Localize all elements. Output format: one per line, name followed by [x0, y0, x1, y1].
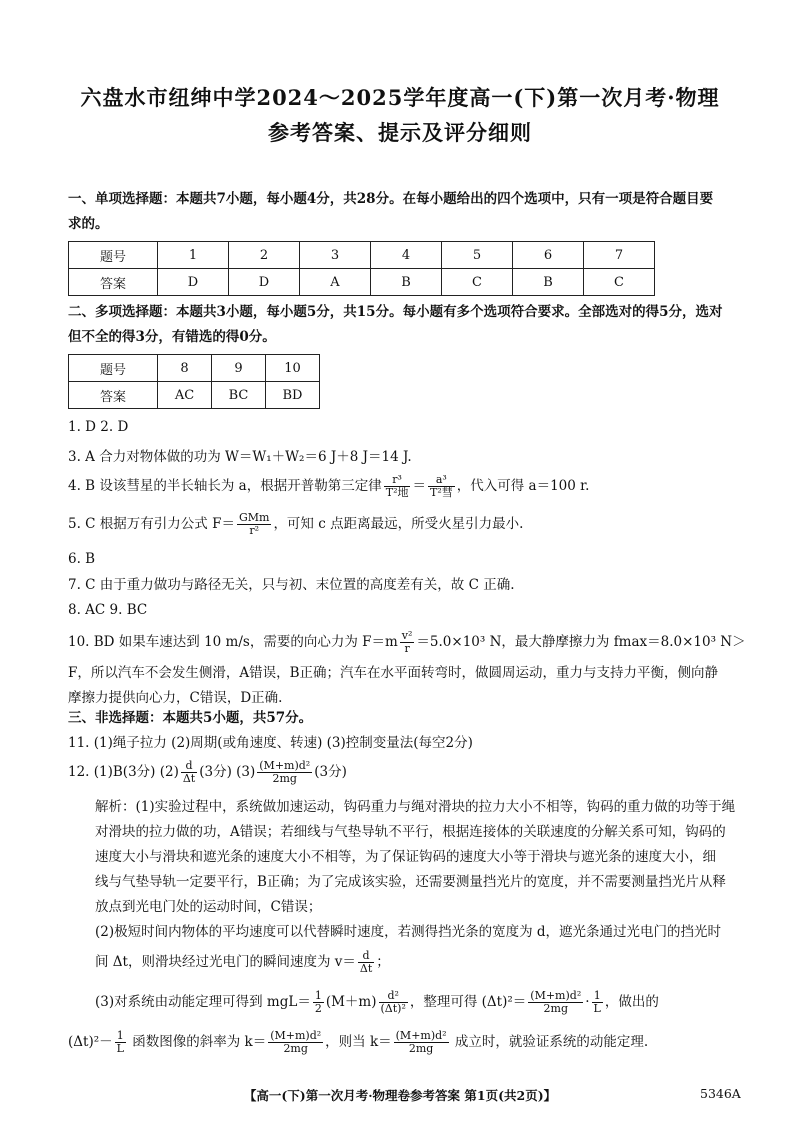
- analysis-line: 解析：(1)实验过程中，系统做加速运动，钩码重力与绳对滑块的拉力大小不相等，钩码的重力做的功等于绳: [95, 799, 736, 815]
- analysis-line: 对滑块的拉力做的功，A错误；若细线与气垫导轨不平行，根据连接体的关联速度的分解关系可知，钩码的: [95, 824, 726, 840]
- analysis-line: (2)极短时间内物体的平均速度可以代替瞬时速度，若测得挡光条的宽度为 d，遮光条通过光电门的挡光时: [95, 924, 722, 940]
- fraction: $\frac{1}{2}$: [314, 989, 322, 1015]
- page-title: 六盘水市纽绅中学2024～2025学年度高一(下)第一次月考·物理: [80, 85, 720, 110]
- section2-heading: [68, 300, 738, 350]
- answer-cell: B: [513, 269, 584, 296]
- row-label: 题号: [69, 242, 158, 269]
- page-footer: 【高一(下)第一次月考·物理卷参考答案 第1页(共2页)】: [243, 1088, 557, 1103]
- answer-cell: A: [300, 269, 371, 296]
- analysis-line: 线与气垫导轨一定要平行，B正确；为了完成该实验，还需要测量挡光片的宽度，并不需要测量挡光片从释: [95, 874, 726, 890]
- section1-heading: [68, 187, 738, 237]
- question-number: 9: [212, 355, 266, 382]
- answer-cell: BC: [212, 382, 266, 409]
- answer-cell: C: [442, 269, 513, 296]
- answer-line-10: 10. BD 如果车速达到 10 m/s，需要的向心力为 F＝m $\frac{\text{v²}}{r}$ ＝5.0×10³ N，最大静摩擦力为 fmax＝8.0×10³ N＞: [68, 629, 746, 655]
- multi-choice-table: [68, 354, 320, 409]
- section1-heading-line1: 一、单项选择题：本题共7小题，每小题4分，共28分。在每小题给出的四个选项中，只有一项是符合题目要: [68, 191, 714, 207]
- question-number: 3: [300, 242, 371, 269]
- question-number: 2: [229, 242, 300, 269]
- question-number: 8: [158, 355, 212, 382]
- section2-heading-line1: 二、多项选择题：本题共3小题，每小题5分，共15分。每小题有多个选项符合要求。全部选对的得5分，选对: [68, 304, 723, 320]
- question-number: 6: [513, 242, 584, 269]
- analysis-line: (3)对系统由动能定理可得到 mgL＝ $\frac{1}{2}$ (M＋m) $\frac{\text{d²}}{\text{(Δt)²}}$ ，整理可得 (Δt)²＝ $\frac{\text{(M+m)d²}}{2mg}$ · $\frac{1}{L}$ ，做出的: [95, 989, 659, 1015]
- fraction: $\frac{\text{a³}}{\text{T²彗}}$: [429, 473, 453, 499]
- analysis-line: 放点到光电门处的运动时间，C错误；: [95, 899, 322, 915]
- section1-heading-line2: 求的。: [68, 216, 109, 232]
- table-row: [69, 269, 655, 296]
- row-label: 答案: [69, 269, 158, 296]
- answer-line-3: 3. A 合力对物体做的功为 W＝W₁＋W₂＝6 J＋8 J＝14 J.: [68, 449, 412, 465]
- fraction: $\frac{\text{GMm}}{\text{r²}}$: [238, 511, 270, 537]
- question-number: 1: [158, 242, 229, 269]
- fraction: $\frac{d}{\Delta t}$: [182, 759, 196, 785]
- row-label: 答案: [69, 382, 158, 409]
- question-number: 5: [442, 242, 513, 269]
- answer-line-7: 7. C 由于重力做功与路径无关，只与初、末位置的高度差有关，故 C 正确.: [68, 577, 515, 593]
- answer-line-4: 4. B 设该彗星的半长轴长为 a，根据开普勒第三定律 $\frac{\text{r³}}{\text{T²地}}$ ＝ $\frac{\text{a³}}{\text{T²彗}}$ ，代入可得 a＝100 r.: [68, 473, 590, 499]
- fraction: $\frac{\text{(M+m)d²}}{2mg}$: [530, 989, 582, 1015]
- page-subtitle: 参考答案、提示及评分细则: [268, 120, 532, 145]
- analysis-line: (Δt)²－ $\frac{1}{L}$ 函数图像的斜率为 k＝ $\frac{\text{(M+m)d²}}{2mg}$ ，则当 k＝ $\frac{\text{(M+m)d²}}{2mg}$ 成立时，就验证系统的动能定理.: [68, 1029, 649, 1055]
- answer-line-8-9: 8. AC 9. BC: [68, 602, 148, 618]
- answer-line-5: 5. C 根据万有引力公式 F＝ $\frac{\text{GMm}}{\text{r²}}$ ，可知 c 点距离最远，所受火星引力最小.: [68, 511, 524, 537]
- section3-heading: 三、非选择题：本题共5小题，共57分。: [68, 710, 313, 726]
- fraction: $\frac{1}{L}$: [116, 1029, 124, 1055]
- answer-cell: AC: [158, 382, 212, 409]
- fraction: $\frac{\text{(M+m)d²}}{2mg}$: [270, 1029, 322, 1055]
- answer-line-10-cont1: F，所以汽车不会发生侧滑，A错误，B正确；汽车在水平面转弯时，做圆周运动，重力与支持力平衡，侧向静: [68, 665, 719, 681]
- fraction: $\frac{\text{(M+m)d²}}{2mg}$: [395, 1029, 447, 1055]
- analysis-line: 间 Δt，则滑块经过光电门的瞬间速度为 v＝ $\frac{d}{\Delta t}$ ；: [95, 949, 390, 975]
- answer-cell: BD: [266, 382, 320, 409]
- answer-line-1-2: 1. D 2. D: [68, 419, 129, 435]
- fraction: $\frac{\text{d²}}{\text{(Δt)²}}$: [380, 989, 406, 1015]
- table-row: [69, 355, 320, 382]
- single-choice-table: [68, 241, 655, 296]
- question-number: 7: [584, 242, 655, 269]
- fraction: $\frac{d}{\Delta t}$: [359, 949, 373, 975]
- answer-cell: D: [229, 269, 300, 296]
- fraction: $\frac{1}{L}$: [593, 989, 601, 1015]
- section2-heading-line2: 但不全的得3分，有错选的得0分。: [68, 329, 276, 345]
- analysis-line: 速度大小与滑块和遮光条的速度大小不相等，为了保证钩码的速度大小等于滑块与遮光条的速度大小，细: [95, 849, 716, 865]
- answer-line-10-cont2: 摩擦力提供向心力，C错误，D正确.: [68, 690, 283, 706]
- answer-line-12: 12. (1)B(3分) (2) $\frac{d}{\Delta t}$ (3分) (3) $\frac{\text{(M+m)d²}}{2mg}$ (3分): [68, 759, 347, 785]
- question-number: 10: [266, 355, 320, 382]
- answer-cell: C: [584, 269, 655, 296]
- fraction: $\frac{\text{(M+m)d²}}{2mg}$: [259, 759, 311, 785]
- table-row: [69, 242, 655, 269]
- question-number: 4: [371, 242, 442, 269]
- fraction: $\frac{\text{r³}}{\text{T²地}}$: [385, 473, 409, 499]
- answer-cell: B: [371, 269, 442, 296]
- fraction: $\frac{\text{v²}}{r}$: [401, 629, 413, 655]
- answer-line-6: 6. B: [68, 551, 96, 567]
- answer-cell: D: [158, 269, 229, 296]
- row-label: 题号: [69, 355, 158, 382]
- document-code: 5346A: [700, 1086, 741, 1101]
- answer-line-11: 11. (1)绳子拉力 (2)周期(或角速度、转速) (3)控制变量法(每空2分): [68, 735, 473, 751]
- table-row: [69, 382, 320, 409]
